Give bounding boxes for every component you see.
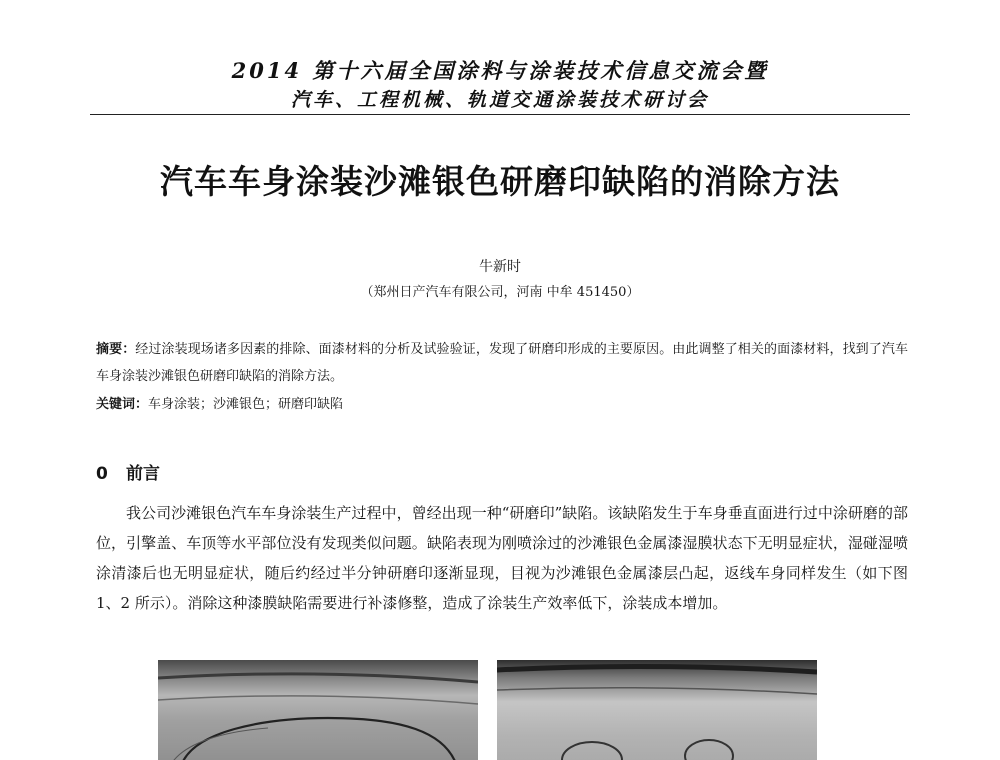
section-number: 0 bbox=[96, 464, 108, 484]
keywords-text: 车身涂装；沙滩银色；研磨印缺陷 bbox=[148, 397, 344, 412]
author-name: 牛新时 bbox=[479, 259, 521, 275]
section-heading bbox=[96, 462, 160, 486]
header-divider bbox=[90, 114, 910, 115]
keywords-label: 关键词： bbox=[96, 397, 149, 412]
section-title: 前言 bbox=[126, 464, 160, 484]
conference-header-line-2: 汽车、工程机械、轨道交通涂装技术研讨会 bbox=[290, 89, 709, 111]
author-affiliation: （郑州日产汽车有限公司，河南 中牟 451450） bbox=[360, 285, 640, 300]
abstract-text: 经过涂装现场诸多因素的排除、面漆材料的分析及试验验证，发现了研磨印形成的主要原因。由此调整了相关的面漆材料，找到了汽车车身涂装沙滩银色研磨印缺陷的消除方法。 bbox=[96, 342, 908, 384]
paper-title: 汽车车身涂装沙滩银色研磨印缺陷的消除方法 bbox=[160, 162, 840, 201]
figure-2-photo bbox=[497, 660, 817, 760]
conference-header bbox=[90, 56, 910, 114]
conference-header-line-1: 2014 第十六届全国涂料与涂装技术信息交流会暨 bbox=[231, 58, 769, 83]
abstract bbox=[96, 336, 908, 390]
keywords bbox=[96, 394, 908, 416]
figure-1-photo bbox=[158, 660, 478, 760]
abstract-label: 摘要： bbox=[96, 342, 136, 357]
body-paragraph: 我公司沙滩银色汽车车身涂装生产过程中，曾经出现一种“研磨印”缺陷。该缺陷发生于车身垂直面进行过中涂研磨的部位，引擎盖、车顶等水平部位没有发现类似问题。缺陷表现为刚喷涂过的沙滩银色金属漆湿膜状态下无明显症状，湿碰湿喷涂清漆后也无明显症状，随后约经过半分钟研磨印逐渐显现，目视为沙滩银色金属漆层凸起，返线车身同样发生（如下图 1、2 所示）。消除这种漆膜缺陷需要进行补漆修整，造成了涂装生产效率低下，涂装成本增加。 bbox=[96, 504, 908, 612]
